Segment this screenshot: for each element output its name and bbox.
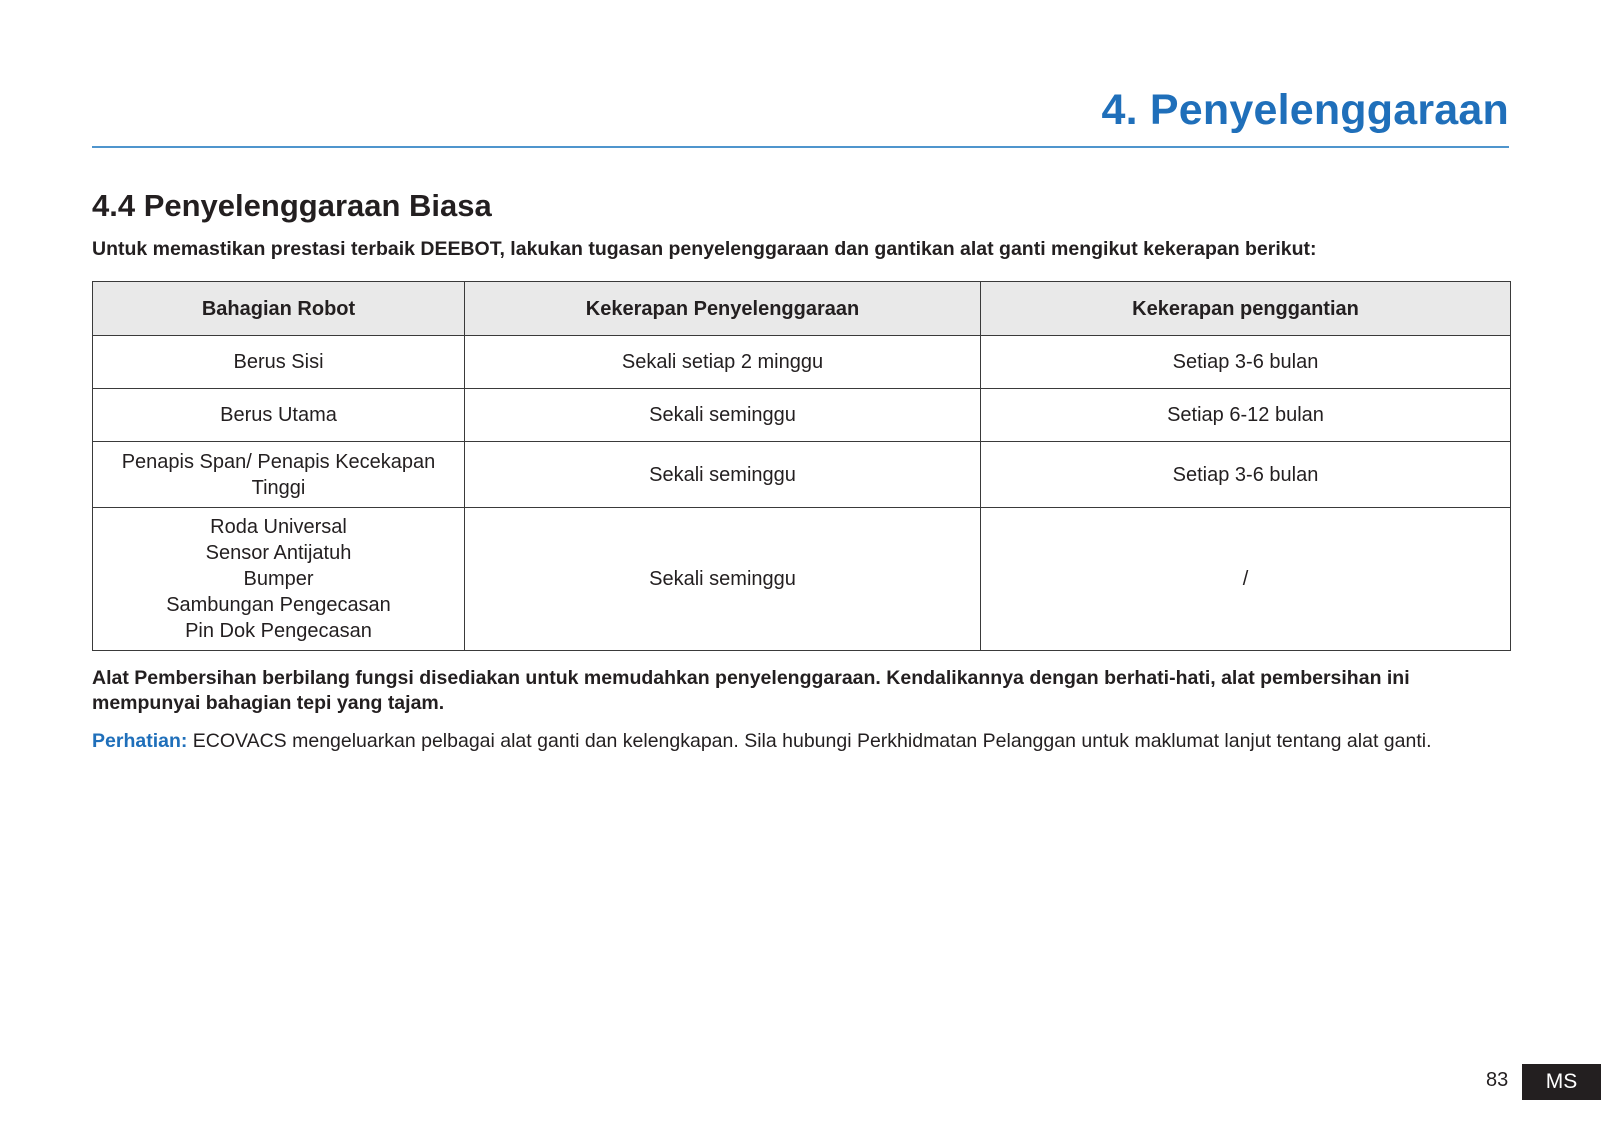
- cell-replacement: Setiap 3-6 bulan: [981, 336, 1511, 389]
- part-line: Sambungan Pengecasan: [166, 594, 391, 616]
- attention-text: ECOVACS mengeluarkan pelbagai alat ganti dan kelengkapan. Sila hubungi Perkhidmatan Pelanggan untuk maklumat lanjut tentang alat ganti.: [187, 730, 1432, 752]
- cell-part: [93, 508, 465, 651]
- part-line: Roda Universal: [210, 516, 347, 538]
- chapter-divider: [92, 146, 1509, 148]
- cell-maintenance: Sekali setiap 2 minggu: [465, 336, 981, 389]
- part-line: Penapis Span/ Penapis Kecekapan: [121, 450, 436, 473]
- cell-maintenance: Sekali seminggu: [465, 389, 981, 442]
- cell-part: [93, 442, 465, 508]
- chapter-title: 4. Penyelenggaraan: [1101, 86, 1509, 134]
- attention-label: Perhatian:: [92, 730, 188, 752]
- part-line: Pin Dok Pengecasan: [185, 620, 372, 642]
- part-line: Berus Utama: [220, 404, 337, 426]
- table-row: [93, 508, 1511, 651]
- cell-replacement: Setiap 3-6 bulan: [981, 442, 1511, 508]
- intro-text: Untuk memastikan prestasi terbaik DEEBOT, lakukan tugasan penyelenggaraan dan gantikan alat ganti mengikut kekerapan berikut:: [92, 238, 1317, 260]
- attention-note: [92, 728, 1512, 754]
- cleaning-tool-note: Alat Pembersihan berbilang fungsi disediakan untuk memudahkan penyelenggaraan. Kendalikannya dengan berhati-hati, alat pembersihan ini mempunyai bahagian tepi yang tajam.: [92, 667, 1410, 714]
- table-header-row: [93, 282, 1511, 336]
- table-row: [93, 336, 1511, 389]
- part-line: Sensor Antijatuh: [205, 542, 352, 564]
- part-line: Tinggi: [251, 476, 306, 499]
- table-row: [93, 442, 1511, 508]
- section-heading: 4.4 Penyelenggaraan Biasa: [92, 188, 492, 223]
- cell-maintenance: Sekali seminggu: [465, 442, 981, 508]
- cell-part: [93, 389, 465, 442]
- part-line: Bumper: [243, 568, 314, 590]
- cell-part: [93, 336, 465, 389]
- table-row: [93, 389, 1511, 442]
- header-replacement-frequency: Kekerapan penggantian: [981, 282, 1511, 336]
- cell-maintenance: Sekali seminggu: [465, 508, 981, 651]
- header-maintenance-frequency: Kekerapan Penyelenggaraan: [465, 282, 981, 336]
- language-badge: MS: [1522, 1064, 1601, 1100]
- cell-replacement: Setiap 6-12 bulan: [981, 389, 1511, 442]
- part-line: Berus Sisi: [233, 351, 324, 373]
- cell-replacement: /: [981, 508, 1511, 651]
- maintenance-table: [92, 281, 1511, 651]
- page-number: 83: [1486, 1069, 1509, 1091]
- header-robot-part: Bahagian Robot: [93, 282, 465, 336]
